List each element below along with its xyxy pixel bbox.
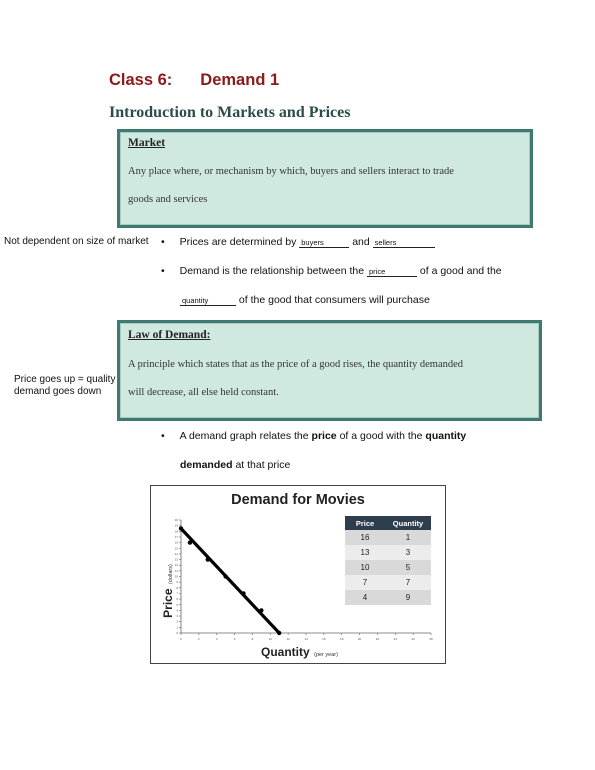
y-tick-label: 6 [176, 597, 178, 602]
table-row [345, 545, 431, 560]
bullet-marker: • [161, 236, 165, 248]
law-of-demand-box [117, 320, 542, 421]
law-of-demand-line1: A principle which states that as the price of a good rises, the quantity demanded [128, 359, 464, 370]
demand-chart [150, 485, 446, 664]
y-tick-label: 20 [174, 518, 178, 522]
table-cell-price: 16 [345, 530, 385, 545]
y-tick-label: 18 [174, 529, 178, 534]
class-label: Class 6: [109, 71, 173, 89]
x-tick-label: 14 [304, 637, 308, 641]
market-heading: Market [128, 137, 166, 149]
x-axis-label [261, 643, 338, 661]
y-axis-unit: (dollars) [168, 564, 174, 585]
chart-title: Demand for Movies [231, 492, 365, 508]
x-tick-label: 28 [429, 637, 433, 641]
y-axis-label [159, 556, 177, 626]
y-tick-label: 7 [176, 591, 178, 596]
data-point [188, 540, 192, 544]
law-of-demand-text [128, 351, 533, 407]
market-definition-line1: Any place where, or mechanism by which, buyers and sellers interact to trade [128, 166, 454, 177]
margin-note-law: Price goes up = quality demand goes down [14, 374, 116, 397]
bullet1-text2: and [352, 236, 370, 248]
y-tick-label: 16 [174, 540, 178, 545]
bullet3-bold-demanded: demanded [180, 459, 233, 471]
data-point [223, 574, 227, 578]
fill-in-buyers: buyers [299, 238, 349, 248]
table-cell-quantity: 3 [385, 545, 431, 560]
bullet-demand-relationship [161, 265, 502, 277]
law-of-demand-heading: Law of Demand: [128, 329, 211, 341]
bullet3-bold-price: price [311, 430, 337, 442]
bullet-marker: • [161, 430, 165, 442]
x-tick-label: 16 [322, 637, 326, 641]
topic-label: Demand 1 [200, 71, 280, 89]
data-point [241, 591, 245, 595]
x-tick-label: 22 [375, 637, 380, 641]
table-row [345, 590, 431, 605]
table-row [345, 560, 431, 575]
y-tick-label: 17 [174, 534, 178, 539]
bullet2-text2: of a good and the [419, 265, 502, 277]
bullet2-text3: of the good that consumers will purchase [238, 294, 430, 306]
table-header-quantity: Quantity [385, 516, 431, 530]
y-tick-label: 13 [174, 557, 178, 562]
market-definition-line2: goods and services [128, 194, 208, 205]
x-tick-label: 8 [251, 637, 254, 641]
y-tick-label: 15 [174, 546, 178, 551]
fill-in-quantity: quantity [180, 296, 236, 306]
table-cell-price: 7 [345, 575, 385, 590]
x-tick-label: 0 [180, 637, 182, 641]
bullet-demand-continuation [180, 294, 430, 306]
bullet3-text2: of a good with the [339, 430, 423, 442]
page-title [109, 71, 279, 90]
data-point [259, 608, 263, 612]
x-tick-label: 26 [411, 637, 415, 641]
y-tick-label: 8 [176, 585, 178, 590]
x-tick-label: 10 [268, 637, 272, 641]
x-tick-label: 6 [233, 637, 236, 641]
table-cell-price: 4 [345, 590, 385, 605]
x-axis-unit: (per year) [314, 652, 338, 658]
bullet-prices-determined [161, 236, 435, 248]
y-tick-label: 5 [176, 602, 178, 607]
x-tick-label: 24 [393, 637, 397, 641]
table-row [345, 575, 431, 590]
bullet3-text1: A demand graph relates the [179, 430, 309, 442]
bullet-demand-graph [161, 430, 466, 442]
data-point [179, 526, 183, 530]
table-cell-quantity: 5 [385, 560, 431, 575]
x-tick-label: 20 [357, 637, 362, 641]
bullet3-text3: at that price [235, 459, 291, 471]
market-definition-text [128, 158, 523, 214]
table-row [345, 530, 431, 545]
table-cell-quantity: 7 [385, 575, 431, 590]
demand-curve-line [181, 528, 279, 633]
table-header-row [345, 516, 431, 530]
y-tick-label: 2 [176, 619, 178, 624]
bullet-demand-graph-continuation [180, 459, 290, 471]
table-header-price: Price [345, 516, 385, 530]
y-tick-label: 4 [176, 608, 178, 613]
section-subtitle: Introduction to Markets and Prices [109, 104, 351, 121]
fill-in-sellers: sellers [373, 238, 435, 248]
demand-schedule-table [345, 516, 431, 605]
data-point [206, 557, 210, 561]
bullet2-text1: Demand is the relationship between the [179, 265, 365, 277]
bullet3-bold-quantity: quantity [425, 430, 467, 442]
x-axis-title: Quantity [261, 645, 310, 659]
data-point [277, 631, 281, 635]
y-tick-label: 14 [174, 551, 178, 556]
market-definition-box [117, 129, 533, 228]
y-axis-title: Price [161, 588, 175, 618]
x-tick-label: 2 [198, 637, 200, 641]
y-tick-label: 3 [176, 614, 178, 619]
y-tick-label: 10 [174, 574, 178, 579]
x-tick-label: 12 [286, 637, 290, 641]
table-cell-price: 13 [345, 545, 385, 560]
y-tick-label: 12 [174, 563, 178, 568]
table-cell-quantity: 9 [385, 590, 431, 605]
y-tick-label: 19 [174, 523, 178, 528]
fill-in-price: price [367, 267, 417, 277]
x-tick-label: 4 [215, 637, 218, 641]
y-tick-label: 1 [176, 625, 178, 630]
y-tick-label: 11 [174, 568, 178, 573]
x-tick-label: 18 [340, 637, 344, 641]
y-tick-label: 0 [176, 631, 178, 635]
law-of-demand-line2: will decrease, all else held constant. [128, 387, 279, 398]
y-tick-label: 9 [176, 580, 178, 585]
bullet-marker: • [161, 265, 165, 277]
bullet1-text1: Prices are determined by [179, 236, 297, 248]
table-cell-price: 10 [345, 560, 385, 575]
margin-note-market: Not dependent on size of market [4, 236, 149, 247]
table-cell-quantity: 1 [385, 530, 431, 545]
